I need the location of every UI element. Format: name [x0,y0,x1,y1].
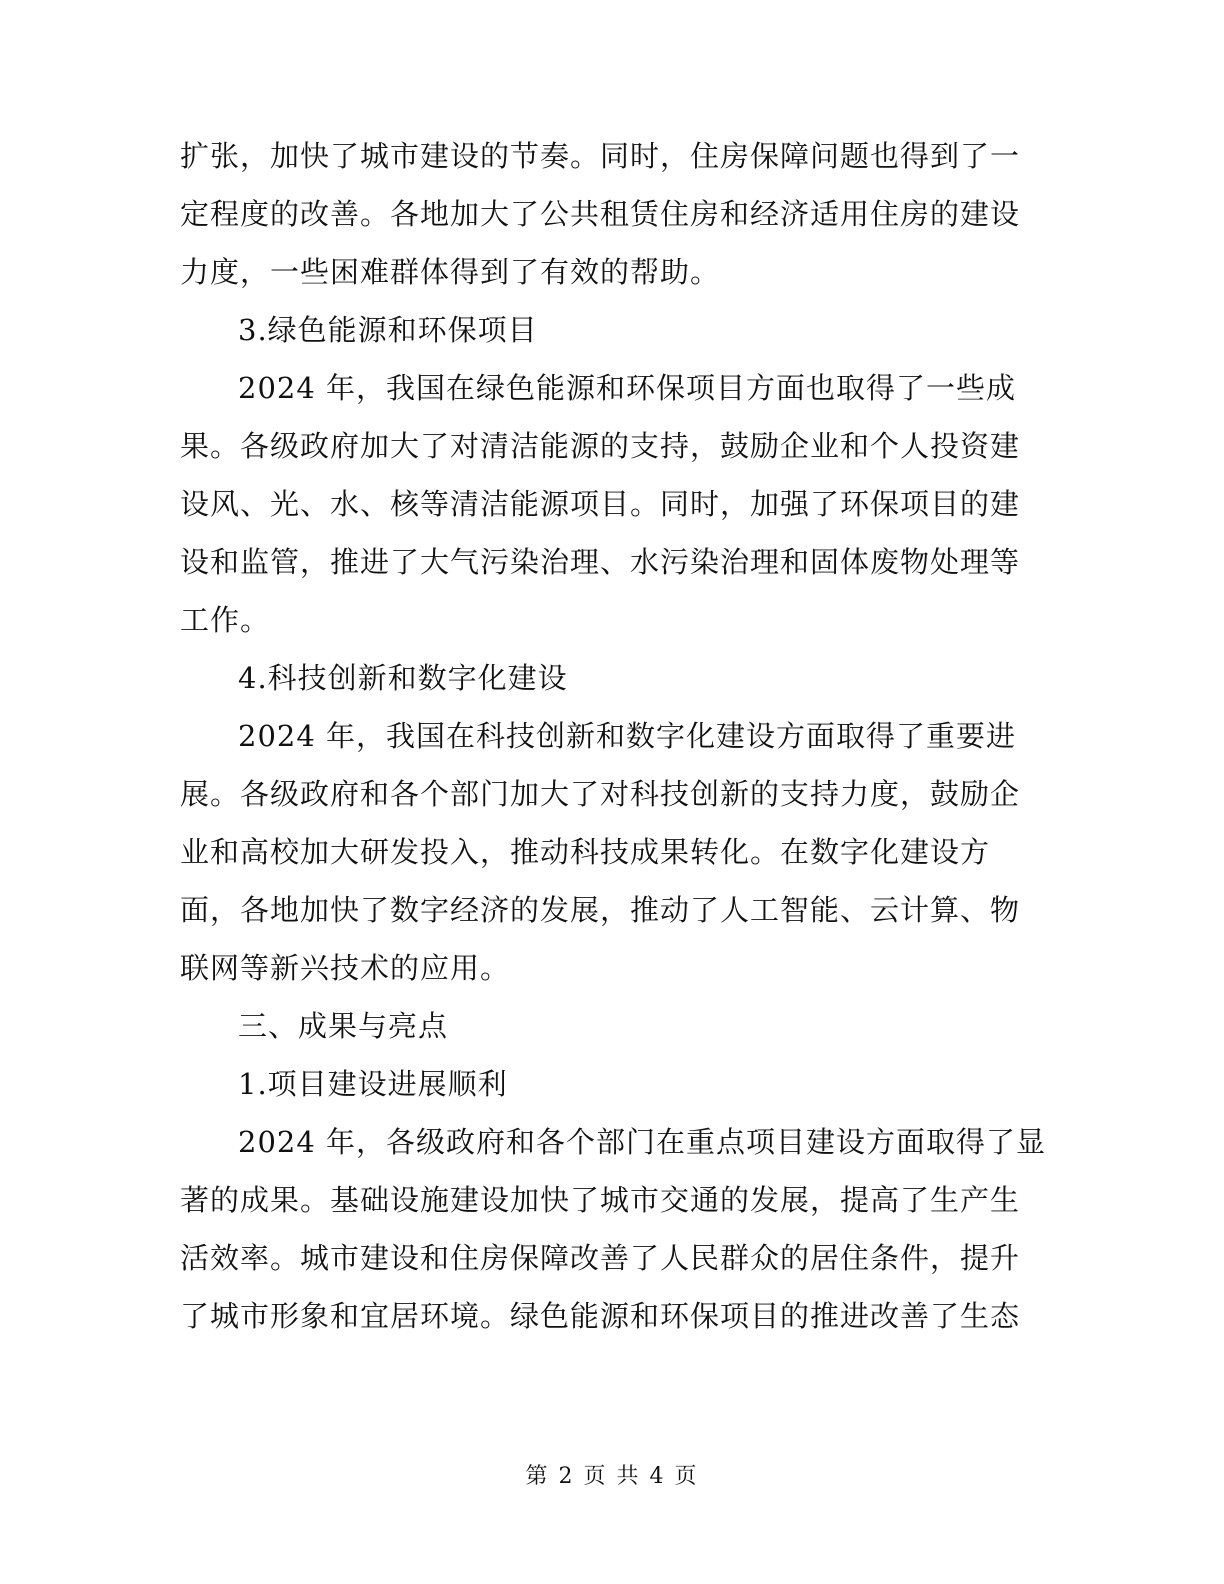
text-line: 设风、光、水、核等清洁能源项目。同时，加强了环保项目的建 [180,487,1021,521]
text-line: 展。各级政府和各个部门加大了对科技创新的支持力度，鼓励企 [180,777,1021,811]
text-line: 面，各地加快了数字经济的发展，推动了人工智能、云计算、物 [180,893,1021,927]
chapter-heading: 三、成果与亮点 [238,1009,449,1043]
document-body [180,127,1047,1345]
section-heading: 3.绿色能源和环保项目 [238,313,538,347]
text-line: 联网等新兴技术的应用。 [180,951,511,985]
page-footer [0,1462,1224,1492]
text-line: 了城市形象和宜居环境。绿色能源和环保项目的推进改善了生态 [180,1299,1021,1333]
section-heading: 1.项目建设进展顺利 [238,1067,508,1101]
text-line: 2024 年，各级政府和各个部门在重点项目建设方面取得了显 [238,1125,1047,1159]
text-line: 2024 年，我国在绿色能源和环保项目方面也取得了一些成 [238,371,1017,405]
text-line: 活效率。城市建设和住房保障改善了人民群众的居住条件，提升 [180,1241,1021,1275]
text-line: 定程度的改善。各地加大了公共租赁住房和经济适用住房的建设 [180,197,1021,231]
text-line: 著的成果。基础设施建设加快了城市交通的发展，提高了生产生 [180,1183,1021,1217]
text-line: 2024 年，我国在科技创新和数字化建设方面取得了重要进 [238,719,1017,753]
text-line: 设和监管，推进了大气污染治理、水污染治理和固体废物处理等 [180,545,1021,579]
text-line: 业和高校加大研发投入，推动科技成果转化。在数字化建设方 [180,835,991,869]
text-line: 扩张，加快了城市建设的节奏。同时，住房保障问题也得到了一 [180,139,1021,173]
text-line: 工作。 [180,603,271,637]
text-line: 果。各级政府加大了对清洁能源的支持，鼓励企业和个人投资建 [180,429,1021,463]
section-heading: 4.科技创新和数字化建设 [238,661,568,695]
page-number: 第 2 页 共 4 页 [525,1464,699,1489]
text-line: 力度，一些困难群体得到了有效的帮助。 [180,255,721,289]
